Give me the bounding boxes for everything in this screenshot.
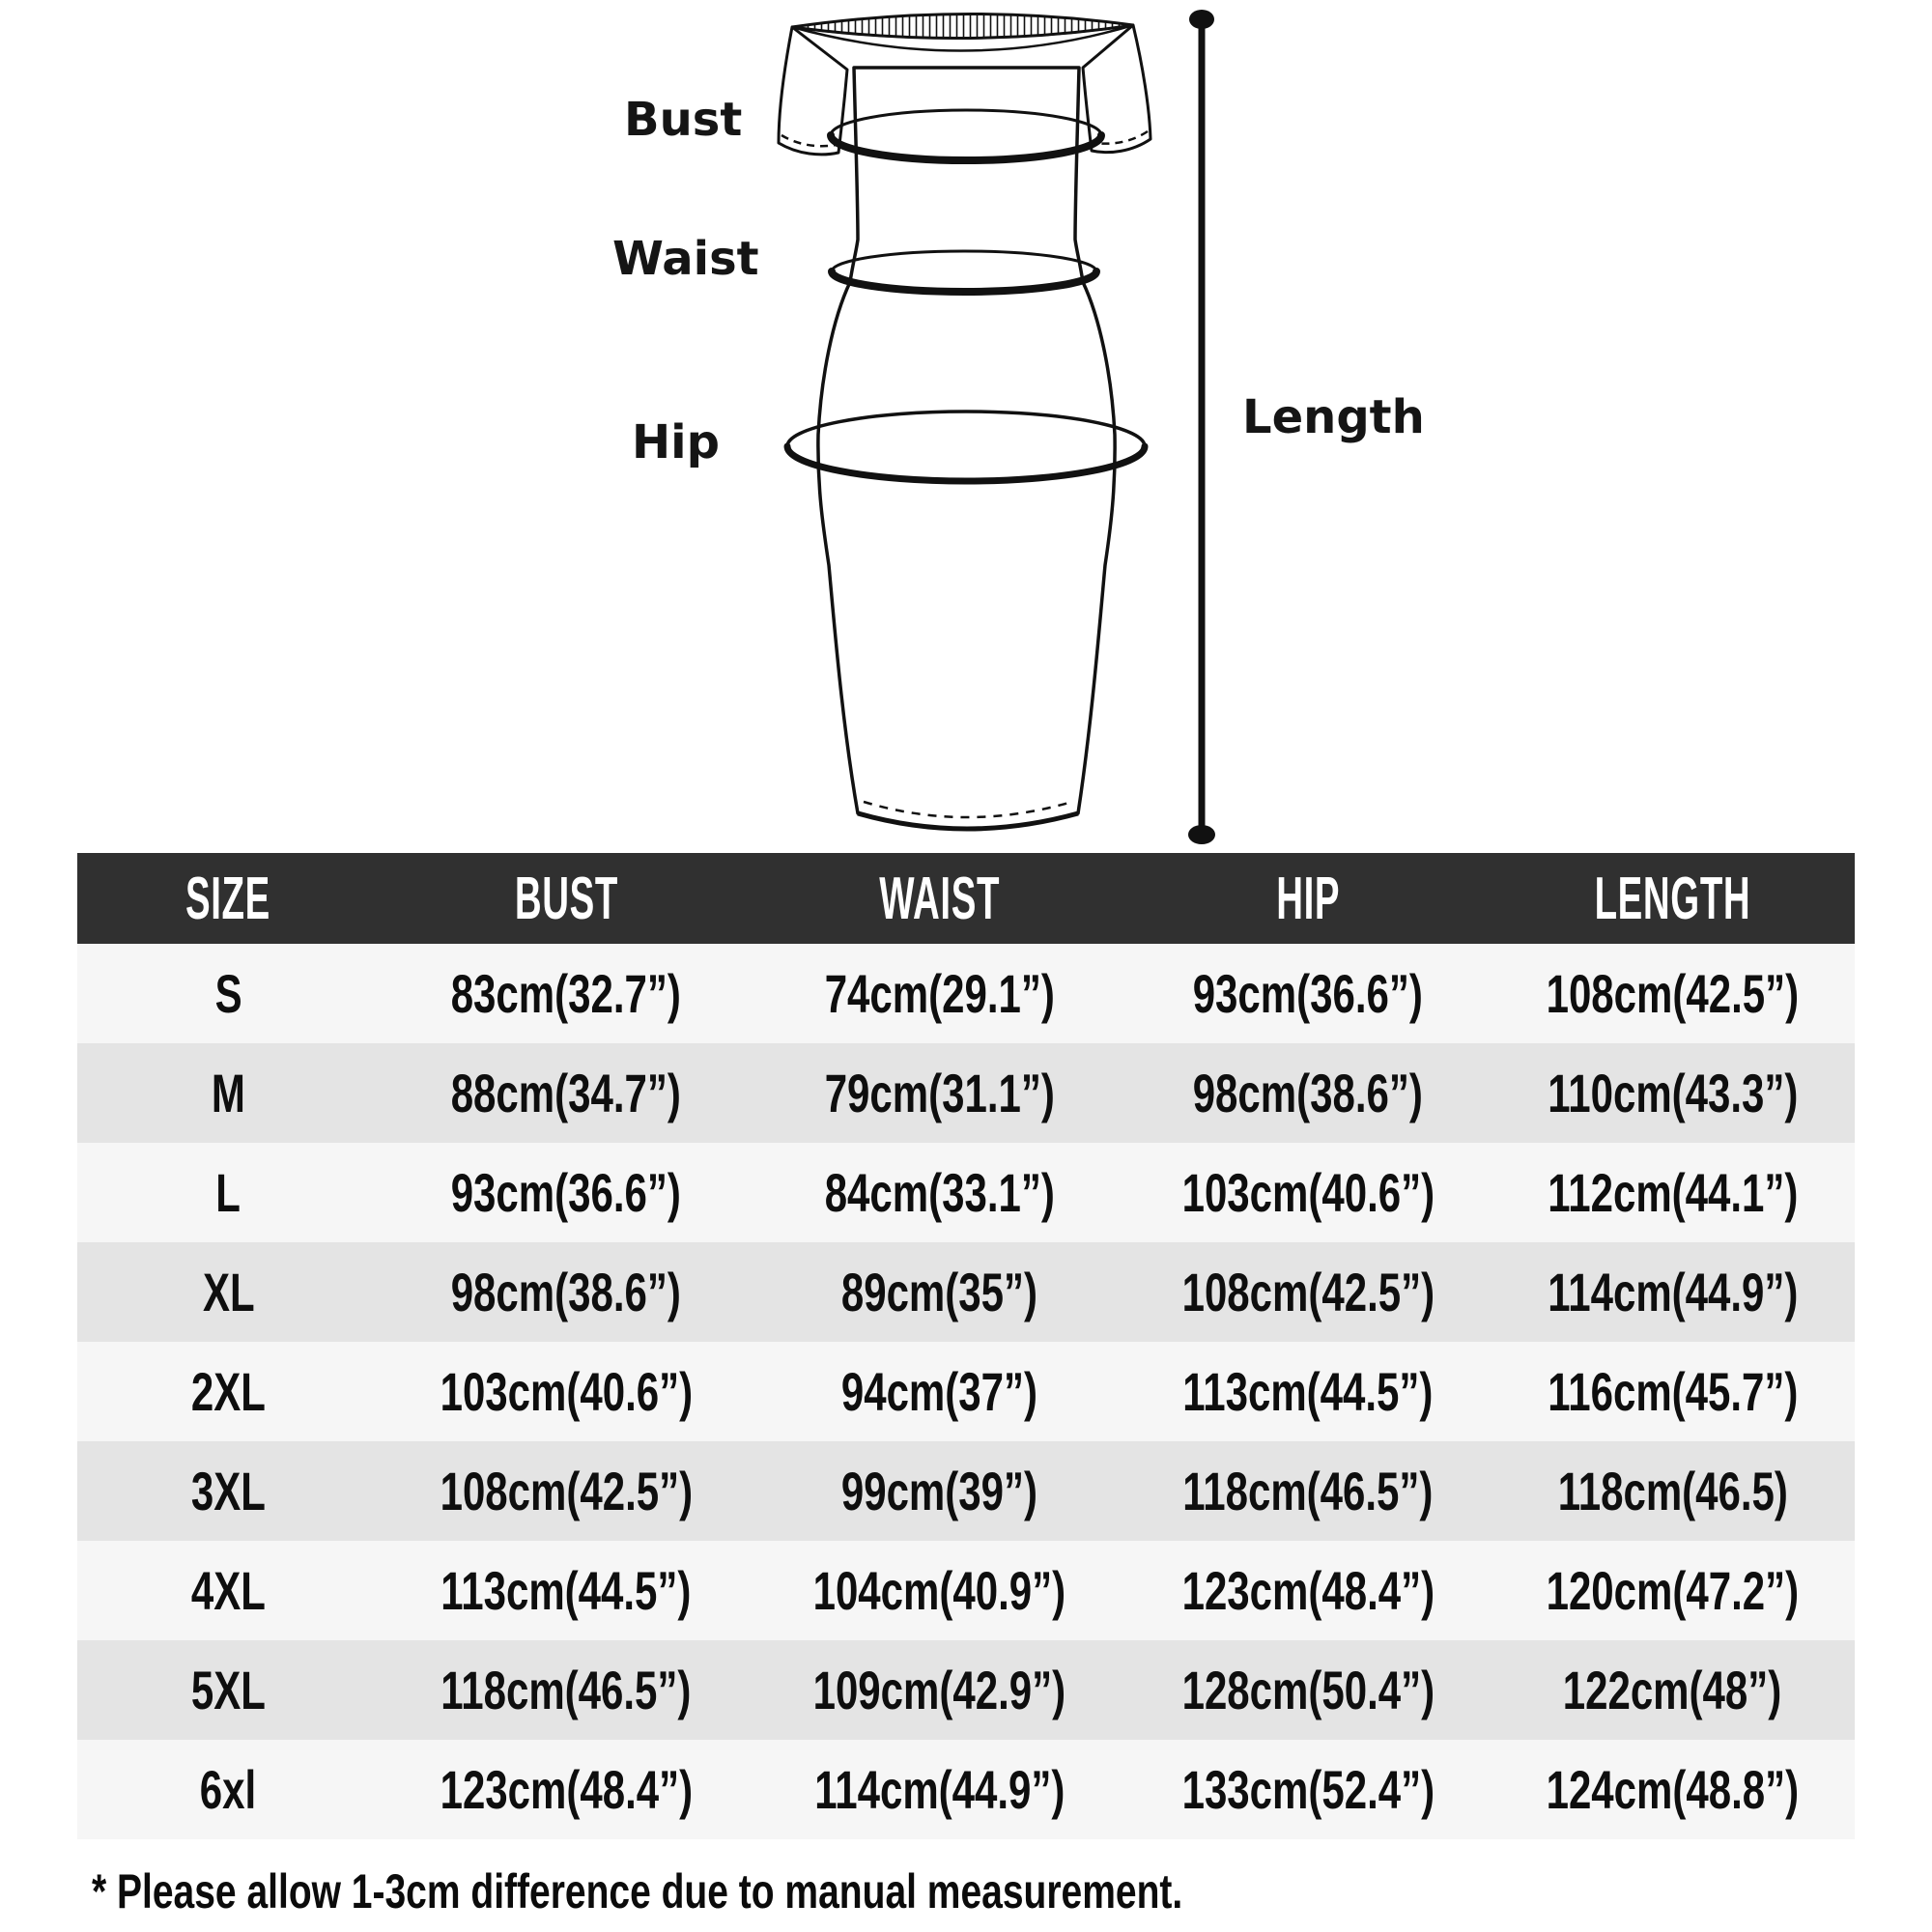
header-length: LENGTH — [1594, 865, 1751, 932]
size-cell: 3XL — [190, 1461, 266, 1521]
hip-cell: 123cm(48.4”) — [1181, 1560, 1435, 1621]
length-cell: 108cm(42.5”) — [1546, 963, 1800, 1024]
header-size: SIZE — [185, 865, 271, 932]
hip-cell: 98cm(38.6”) — [1193, 1063, 1424, 1123]
length-cell: 112cm(44.1”) — [1547, 1162, 1798, 1223]
table-header-row — [77, 853, 1855, 944]
hip-cell: 118cm(46.5”) — [1182, 1461, 1434, 1521]
header-waist: WAIST — [878, 865, 1000, 932]
bust-cell: 113cm(44.5”) — [440, 1560, 692, 1621]
size-cell: 4XL — [190, 1560, 266, 1621]
bust-cell: 83cm(32.7”) — [450, 963, 682, 1024]
table-row — [77, 1242, 1855, 1342]
table-row — [77, 1043, 1855, 1143]
waist-cell: 114cm(44.9”) — [813, 1759, 1065, 1820]
size-cell: M — [211, 1063, 245, 1123]
length-cell: 122cm(48”) — [1563, 1660, 1782, 1720]
hip-cell: 128cm(50.4”) — [1181, 1660, 1435, 1720]
waist-cell: 99cm(39”) — [840, 1461, 1037, 1521]
size-cell: 2XL — [190, 1361, 266, 1422]
waist-cell: 79cm(31.1”) — [824, 1063, 1055, 1123]
table-row — [77, 944, 1855, 1043]
table-row — [77, 1541, 1855, 1640]
bust-label: Bust — [624, 93, 743, 147]
waist-cell: 94cm(37”) — [840, 1361, 1037, 1422]
table-row — [77, 1342, 1855, 1441]
length-cell: 114cm(44.9”) — [1547, 1262, 1798, 1322]
size-chart-table — [77, 853, 1855, 1839]
table-row — [77, 1740, 1855, 1839]
size-cell: S — [214, 963, 242, 1024]
size-cell: 5XL — [190, 1660, 266, 1720]
size-cell: 6xl — [200, 1759, 257, 1820]
size-table-body — [77, 944, 1855, 1839]
size-cell: L — [215, 1162, 242, 1223]
waist-cell: 84cm(33.1”) — [824, 1162, 1055, 1223]
waist-cell: 89cm(35”) — [840, 1262, 1037, 1322]
bust-cell: 108cm(42.5”) — [440, 1461, 693, 1521]
length-cell: 118cm(46.5) — [1557, 1461, 1788, 1521]
header-bust: BUST — [514, 865, 618, 932]
hip-cell: 113cm(44.5”) — [1182, 1361, 1434, 1422]
table-row — [77, 1640, 1855, 1740]
waist-cell: 104cm(40.9”) — [812, 1560, 1066, 1621]
length-measure-line — [1188, 10, 1215, 844]
table-row — [77, 1441, 1855, 1541]
hip-cell: 103cm(40.6”) — [1181, 1162, 1435, 1223]
waist-cell: 109cm(42.9”) — [812, 1660, 1066, 1720]
size-cell: XL — [202, 1262, 255, 1322]
length-cell: 116cm(45.7”) — [1547, 1361, 1798, 1422]
header-hip: HIP — [1276, 865, 1341, 932]
hip-cell: 108cm(42.5”) — [1181, 1262, 1435, 1322]
bust-cell: 103cm(40.6”) — [440, 1361, 693, 1422]
hip-label: Hip — [632, 415, 720, 469]
bust-cell: 118cm(46.5”) — [440, 1660, 692, 1720]
waist-cell: 74cm(29.1”) — [824, 963, 1055, 1024]
waist-label: Waist — [612, 232, 759, 286]
measurement-note: * Please allow 1-3cm difference due to manual measurement. — [92, 1864, 1183, 1918]
length-cell: 110cm(43.3”) — [1547, 1063, 1798, 1123]
bust-cell: 123cm(48.4”) — [440, 1759, 693, 1820]
dress-measurement-diagram — [0, 0, 1932, 869]
length-cell: 120cm(47.2”) — [1546, 1560, 1800, 1621]
bust-cell: 98cm(38.6”) — [450, 1262, 682, 1322]
bust-cell: 88cm(34.7”) — [450, 1063, 682, 1123]
table-row — [77, 1143, 1855, 1242]
bust-cell: 93cm(36.6”) — [450, 1162, 682, 1223]
length-label: Length — [1242, 390, 1425, 444]
hip-cell: 93cm(36.6”) — [1193, 963, 1424, 1024]
dress-outline-drawing — [0, 0, 1932, 869]
hip-cell: 133cm(52.4”) — [1181, 1759, 1435, 1820]
length-cell: 124cm(48.8”) — [1546, 1759, 1800, 1820]
